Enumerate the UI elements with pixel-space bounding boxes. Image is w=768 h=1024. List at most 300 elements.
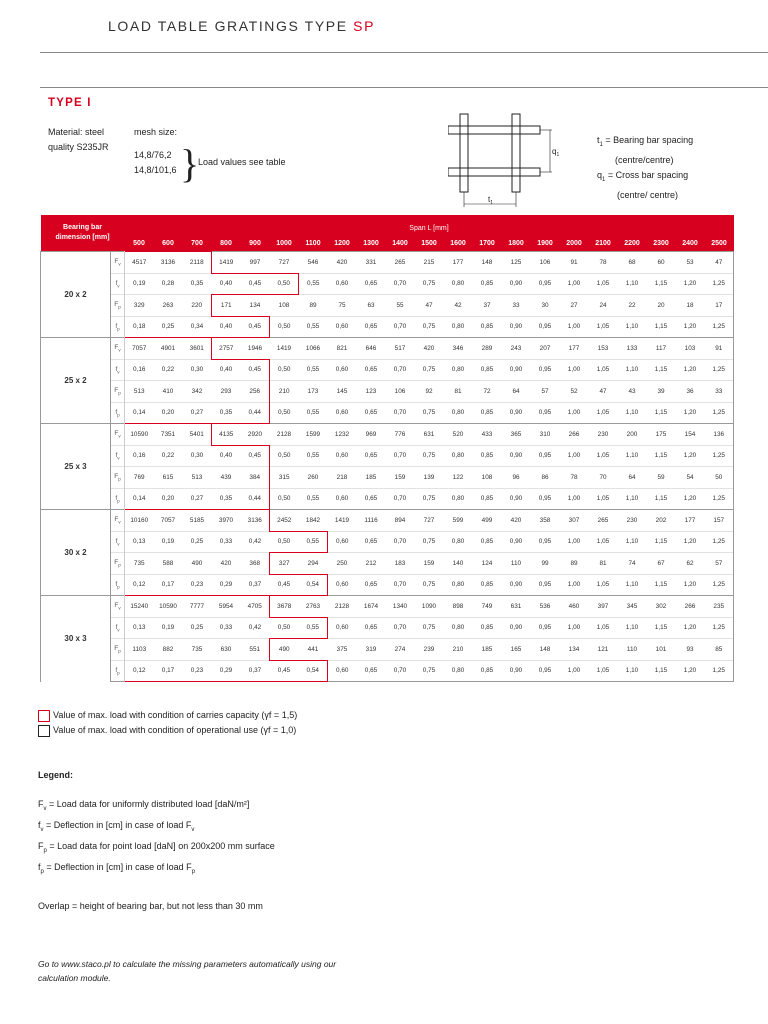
value-cell: 0,65 — [357, 660, 386, 682]
value-cell: 898 — [444, 596, 473, 618]
legend-item: $F_p$ = Load data for point load [daN] on 200x200 mm surface — [38, 841, 275, 854]
value-cell: 117 — [647, 338, 676, 360]
value-cell: 0,14 — [125, 488, 154, 510]
value-cell: 0,17 — [154, 660, 183, 682]
value-cell: 0,90 — [502, 574, 531, 596]
dimension-cell: 25 x 2 — [41, 338, 111, 424]
value-cell: 81 — [444, 381, 473, 403]
value-cell: 727 — [415, 510, 444, 532]
value-cell: 0,75 — [415, 531, 444, 553]
span-header: Span L [mm] — [125, 215, 734, 235]
value-cell: 36 — [676, 381, 705, 403]
value-cell: 50 — [705, 467, 734, 489]
value-cell: 1,00 — [560, 316, 589, 338]
value-cell: 749 — [473, 596, 502, 618]
value-cell: 1,25 — [705, 531, 734, 553]
table-row — [41, 252, 734, 274]
value-cell: 1,05 — [589, 445, 618, 467]
value-cell: 33 — [705, 381, 734, 403]
value-cell: 42 — [444, 295, 473, 317]
value-cell: 0,42 — [241, 531, 270, 553]
value-cell: 0,65 — [357, 316, 386, 338]
value-cell: 0,19 — [154, 617, 183, 639]
symbol-cell: $F_p$ — [111, 295, 125, 317]
value-cell: 420 — [212, 553, 241, 575]
value-cell: 62 — [676, 553, 705, 575]
value-cell: 1,20 — [676, 617, 705, 639]
value-cell: 1,15 — [647, 488, 676, 510]
value-cell: 3136 — [241, 510, 270, 532]
value-cell: 0,50 — [270, 531, 299, 553]
value-cell: 0,22 — [154, 359, 183, 381]
value-cell: 0,70 — [386, 273, 415, 295]
value-cell: 64 — [502, 381, 531, 403]
symbol-cell: $f_v$ — [111, 445, 125, 467]
value-cell: 776 — [386, 424, 415, 446]
value-cell: 1,00 — [560, 574, 589, 596]
value-cell: 727 — [270, 252, 299, 274]
value-cell: 68 — [618, 252, 647, 274]
value-cell: 7351 — [154, 424, 183, 446]
value-cell: 175 — [647, 424, 676, 446]
value-cell: 1,25 — [705, 660, 734, 682]
value-cell: 86 — [531, 467, 560, 489]
table-row — [41, 639, 734, 661]
value-cell: 0,19 — [125, 273, 154, 295]
header-divider — [40, 52, 768, 53]
value-cell: 460 — [560, 596, 589, 618]
value-cell: 123 — [357, 381, 386, 403]
value-cell: 735 — [183, 639, 212, 661]
value-cell: 551 — [241, 639, 270, 661]
value-cell: 78 — [560, 467, 589, 489]
value-cell: 630 — [212, 639, 241, 661]
value-cell: 52 — [560, 381, 589, 403]
value-cell: 1,20 — [676, 574, 705, 596]
span-column-header: 1900 — [531, 235, 560, 252]
value-cell: 1340 — [386, 596, 415, 618]
value-cell: 0,80 — [444, 273, 473, 295]
value-cell: 0,95 — [531, 574, 560, 596]
dimension-cell: 30 x 2 — [41, 510, 111, 596]
value-cell: 0,55 — [299, 445, 328, 467]
value-cell: 0,80 — [444, 359, 473, 381]
value-cell: 397 — [589, 596, 618, 618]
value-cell: 0,13 — [125, 617, 154, 639]
value-cell: 0,75 — [415, 273, 444, 295]
value-cell: 1,15 — [647, 402, 676, 424]
value-cell: 0,80 — [444, 660, 473, 682]
value-cell: 4517 — [125, 252, 154, 274]
value-cell: 210 — [444, 639, 473, 661]
value-cell: 108 — [270, 295, 299, 317]
value-cell: 307 — [560, 510, 589, 532]
value-cell: 93 — [676, 639, 705, 661]
value-cell: 1103 — [125, 639, 154, 661]
value-cell: 0,95 — [531, 531, 560, 553]
value-cell: 1,15 — [647, 574, 676, 596]
value-cell: 0,75 — [415, 574, 444, 596]
value-cell: 0,65 — [357, 359, 386, 381]
value-cell: 7057 — [154, 510, 183, 532]
value-cell: 145 — [328, 381, 357, 403]
value-cell: 358 — [531, 510, 560, 532]
value-cell: 54 — [676, 467, 705, 489]
material-info: Material: steel quality S235JR — [48, 127, 109, 152]
table-row — [41, 424, 734, 446]
value-cell: 0,54 — [299, 574, 328, 596]
value-cell: 0,14 — [125, 402, 154, 424]
value-cell: 89 — [299, 295, 328, 317]
value-cell: 3136 — [154, 252, 183, 274]
value-cell: 185 — [473, 639, 502, 661]
value-cell: 1,25 — [705, 359, 734, 381]
value-cell: 85 — [705, 639, 734, 661]
value-cell: 148 — [473, 252, 502, 274]
value-cell: 122 — [444, 467, 473, 489]
value-cell: 0,70 — [386, 531, 415, 553]
value-cell: 0,60 — [328, 402, 357, 424]
value-cell: 0,65 — [357, 402, 386, 424]
symbol-cell: $f_p$ — [111, 574, 125, 596]
span-column-header: 700 — [183, 235, 212, 252]
symbol-cell: $f_v$ — [111, 617, 125, 639]
value-cell: 0,85 — [473, 488, 502, 510]
value-cell: 0,75 — [415, 660, 444, 682]
value-cell: 0,65 — [357, 273, 386, 295]
value-cell: 0,90 — [502, 402, 531, 424]
span-column-header: 900 — [241, 235, 270, 252]
value-cell: 1,20 — [676, 445, 705, 467]
span-column-header: 2200 — [618, 235, 647, 252]
value-cell: 47 — [705, 252, 734, 274]
value-cell: 212 — [357, 553, 386, 575]
value-cell: 0,80 — [444, 531, 473, 553]
value-cell: 0,33 — [212, 531, 241, 553]
value-cell: 0,95 — [531, 445, 560, 467]
mesh-note: Load values see table — [198, 157, 286, 167]
value-cell: 0,30 — [183, 359, 212, 381]
value-cell: 499 — [473, 510, 502, 532]
span-column-header: 600 — [154, 235, 183, 252]
value-cell: 1,20 — [676, 488, 705, 510]
value-cell: 106 — [531, 252, 560, 274]
legend-item: $f_p$ = Deflection in [cm] in case of load $F_p$ — [38, 862, 196, 875]
value-cell: 0,28 — [154, 273, 183, 295]
value-cell: 1,25 — [705, 316, 734, 338]
value-cell: 1,05 — [589, 359, 618, 381]
table-row — [41, 359, 734, 381]
mesh-sizes: 14,8/76,2 14,8/101,6 — [134, 150, 177, 175]
value-cell: 0,19 — [154, 531, 183, 553]
value-cell: 10590 — [154, 596, 183, 618]
value-cell: 520 — [444, 424, 473, 446]
value-cell: 30 — [531, 295, 560, 317]
footer-note: Go to www.staco.pl to calculate the missing parameters automatically using our calculation module. — [38, 959, 337, 983]
value-cell: 1419 — [212, 252, 241, 274]
value-cell: 177 — [560, 338, 589, 360]
value-cell: 0,75 — [415, 488, 444, 510]
value-cell: 0,65 — [357, 617, 386, 639]
value-cell: 183 — [386, 553, 415, 575]
value-cell: 1946 — [241, 338, 270, 360]
value-cell: 134 — [241, 295, 270, 317]
dimension-cell: 25 x 3 — [41, 424, 111, 510]
symbol-cell: $F_v$ — [111, 252, 125, 274]
value-cell: 329 — [125, 295, 154, 317]
value-cell: 1419 — [270, 338, 299, 360]
value-cell: 0,37 — [241, 660, 270, 682]
value-cell: 215 — [415, 252, 444, 274]
value-cell: 1,25 — [705, 402, 734, 424]
value-cell: 22 — [618, 295, 647, 317]
value-cell: 1,10 — [618, 574, 647, 596]
value-cell: 60 — [647, 252, 676, 274]
value-cell: 3678 — [270, 596, 299, 618]
value-cell: 274 — [386, 639, 415, 661]
value-cell: 0,45 — [270, 660, 299, 682]
value-cell: 5401 — [183, 424, 212, 446]
value-cell: 110 — [618, 639, 647, 661]
t-label: t — [488, 195, 491, 204]
value-cell: 0,55 — [299, 617, 328, 639]
value-cell: 210 — [270, 381, 299, 403]
value-cell: 157 — [705, 510, 734, 532]
value-cell: 47 — [589, 381, 618, 403]
red-key-box — [38, 710, 50, 722]
value-cell: 0,29 — [212, 660, 241, 682]
value-cell: 0,75 — [415, 316, 444, 338]
value-cell: 0,85 — [473, 359, 502, 381]
value-cell: 1,15 — [647, 531, 676, 553]
span-column-header: 1000 — [270, 235, 299, 252]
value-cell: 0,20 — [154, 402, 183, 424]
value-cell: 0,18 — [125, 316, 154, 338]
span-column-header: 1100 — [299, 235, 328, 252]
value-cell: 37 — [473, 295, 502, 317]
value-cell: 0,22 — [154, 445, 183, 467]
value-cell: 177 — [676, 510, 705, 532]
value-cell: 1419 — [328, 510, 357, 532]
value-cell: 410 — [154, 381, 183, 403]
value-cell: 0,54 — [299, 660, 328, 682]
value-cell: 0,16 — [125, 445, 154, 467]
span-column-header: 1500 — [415, 235, 444, 252]
table-row — [41, 381, 734, 403]
value-cell: 0,23 — [183, 574, 212, 596]
title-accent: SP — [353, 18, 376, 34]
span-column-header: 1800 — [502, 235, 531, 252]
value-cell: 3970 — [212, 510, 241, 532]
value-cell: 0,85 — [473, 617, 502, 639]
value-cell: 72 — [473, 381, 502, 403]
symbol-cell: $f_p$ — [111, 316, 125, 338]
span-column-header: 1400 — [386, 235, 415, 252]
value-cell: 4135 — [212, 424, 241, 446]
value-cell: 78 — [589, 252, 618, 274]
value-cell: 289 — [473, 338, 502, 360]
value-cell: 165 — [502, 639, 531, 661]
value-cell: 1,00 — [560, 402, 589, 424]
value-cell: 55 — [386, 295, 415, 317]
value-cell: 821 — [328, 338, 357, 360]
value-cell: 0,25 — [183, 617, 212, 639]
symbol-cell: $f_v$ — [111, 273, 125, 295]
value-cell: 490 — [183, 553, 212, 575]
span-column-header: 1700 — [473, 235, 502, 252]
value-cell: 0,60 — [328, 488, 357, 510]
value-cell: 0,80 — [444, 488, 473, 510]
value-cell: 1232 — [328, 424, 357, 446]
value-cell: 57 — [705, 553, 734, 575]
symbol-cell: $F_v$ — [111, 510, 125, 532]
value-cell: 1,20 — [676, 273, 705, 295]
value-cell: 0,50 — [270, 617, 299, 639]
black-key-box — [38, 725, 50, 737]
brace-icon: } — [180, 141, 200, 186]
value-cell: 1,10 — [618, 316, 647, 338]
value-cell: 420 — [502, 510, 531, 532]
value-cell: 91 — [705, 338, 734, 360]
value-cell: 1066 — [299, 338, 328, 360]
value-cell: 5954 — [212, 596, 241, 618]
value-cell: 1,05 — [589, 531, 618, 553]
table-row — [41, 467, 734, 489]
table-row — [41, 596, 734, 618]
value-cell: 0,55 — [299, 488, 328, 510]
overlap-note: Overlap = height of bearing bar, but not less than 30 mm — [38, 901, 263, 911]
value-cell: 293 — [212, 381, 241, 403]
value-cell: 0,95 — [531, 488, 560, 510]
dimension-cell: 20 x 2 — [41, 252, 111, 338]
value-cell: 260 — [299, 467, 328, 489]
table-row — [41, 402, 734, 424]
value-cell: 0,55 — [299, 316, 328, 338]
value-cell: 134 — [560, 639, 589, 661]
value-cell: 96 — [502, 467, 531, 489]
value-cell: 0,40 — [212, 316, 241, 338]
value-cell: 0,60 — [328, 660, 357, 682]
value-cell: 0,80 — [444, 617, 473, 639]
value-cell: 202 — [647, 510, 676, 532]
value-cell: 1674 — [357, 596, 386, 618]
value-cell: 239 — [415, 639, 444, 661]
value-cell: 490 — [270, 639, 299, 661]
value-cell: 0,40 — [212, 445, 241, 467]
value-cell: 0,90 — [502, 316, 531, 338]
value-cell: 4901 — [154, 338, 183, 360]
value-cell: 1,00 — [560, 531, 589, 553]
value-cell: 0,55 — [299, 402, 328, 424]
value-cell: 1,10 — [618, 531, 647, 553]
value-cell: 0,95 — [531, 660, 560, 682]
value-cell: 64 — [618, 467, 647, 489]
value-cell: 0,30 — [183, 445, 212, 467]
value-cell: 319 — [357, 639, 386, 661]
value-cell: 7777 — [183, 596, 212, 618]
span-column-header: 2500 — [705, 235, 734, 252]
value-cell: 0,90 — [502, 660, 531, 682]
value-cell: 1,15 — [647, 359, 676, 381]
value-cell: 310 — [531, 424, 560, 446]
value-cell: 894 — [386, 510, 415, 532]
value-cell: 108 — [473, 467, 502, 489]
value-cell: 1,20 — [676, 316, 705, 338]
value-cell: 0,65 — [357, 574, 386, 596]
value-cell: 517 — [386, 338, 415, 360]
value-cell: 0,20 — [154, 488, 183, 510]
value-cell: 159 — [415, 553, 444, 575]
value-cell: 997 — [241, 252, 270, 274]
value-cell: 0,90 — [502, 531, 531, 553]
value-cell: 18 — [676, 295, 705, 317]
value-cell: 136 — [705, 424, 734, 446]
value-cell: 0,25 — [154, 316, 183, 338]
symbol-cell: $f_p$ — [111, 660, 125, 682]
value-cell: 0,40 — [212, 273, 241, 295]
value-cell: 1842 — [299, 510, 328, 532]
value-cell: 331 — [357, 252, 386, 274]
value-cell: 0,37 — [241, 574, 270, 596]
value-cell: 0,90 — [502, 445, 531, 467]
value-cell: 2763 — [299, 596, 328, 618]
value-cell: 1,20 — [676, 660, 705, 682]
value-cell: 2452 — [270, 510, 299, 532]
page-title: LOAD TABLE GRATINGS TYPE SP — [108, 18, 376, 34]
value-cell: 99 — [531, 553, 560, 575]
value-cell: 365 — [502, 424, 531, 446]
value-cell: 0,50 — [270, 445, 299, 467]
value-cell: 0,16 — [125, 359, 154, 381]
value-cell: 4705 — [241, 596, 270, 618]
table-row — [41, 531, 734, 553]
value-cell: 265 — [386, 252, 415, 274]
value-cell: 513 — [125, 381, 154, 403]
value-cell: 266 — [560, 424, 589, 446]
value-cell: 185 — [357, 467, 386, 489]
value-cell: 368 — [241, 553, 270, 575]
value-cell: 0,25 — [183, 531, 212, 553]
spacing-info: $t_1$ = Bearing bar spacing (centre/centre) $q_1$ = Cross bar spacing (centre/ centre) — [597, 135, 694, 200]
value-cell: 265 — [589, 510, 618, 532]
value-cell: 1,15 — [647, 273, 676, 295]
value-cell: 0,45 — [241, 316, 270, 338]
q-sub: 1 — [556, 152, 560, 158]
value-cell: 0,12 — [125, 660, 154, 682]
value-cell: 10590 — [125, 424, 154, 446]
section-divider — [40, 87, 768, 88]
value-cell: 1,20 — [676, 359, 705, 381]
value-cell: 140 — [444, 553, 473, 575]
value-cell: 0,85 — [473, 531, 502, 553]
value-cell: 0,80 — [444, 402, 473, 424]
table-row — [41, 574, 734, 596]
value-cell: 384 — [241, 467, 270, 489]
value-cell: 0,27 — [183, 488, 212, 510]
value-cell: 1,05 — [589, 316, 618, 338]
value-cell: 1,25 — [705, 273, 734, 295]
value-cell: 345 — [618, 596, 647, 618]
span-column-header: 2300 — [647, 235, 676, 252]
value-cell: 81 — [589, 553, 618, 575]
value-cell: 439 — [212, 467, 241, 489]
value-cell: 631 — [502, 596, 531, 618]
span-column-header: 2100 — [589, 235, 618, 252]
value-cell: 0,80 — [444, 574, 473, 596]
value-cell: 24 — [589, 295, 618, 317]
mesh-size-label: mesh size: — [134, 127, 178, 137]
value-cell: 59 — [647, 467, 676, 489]
